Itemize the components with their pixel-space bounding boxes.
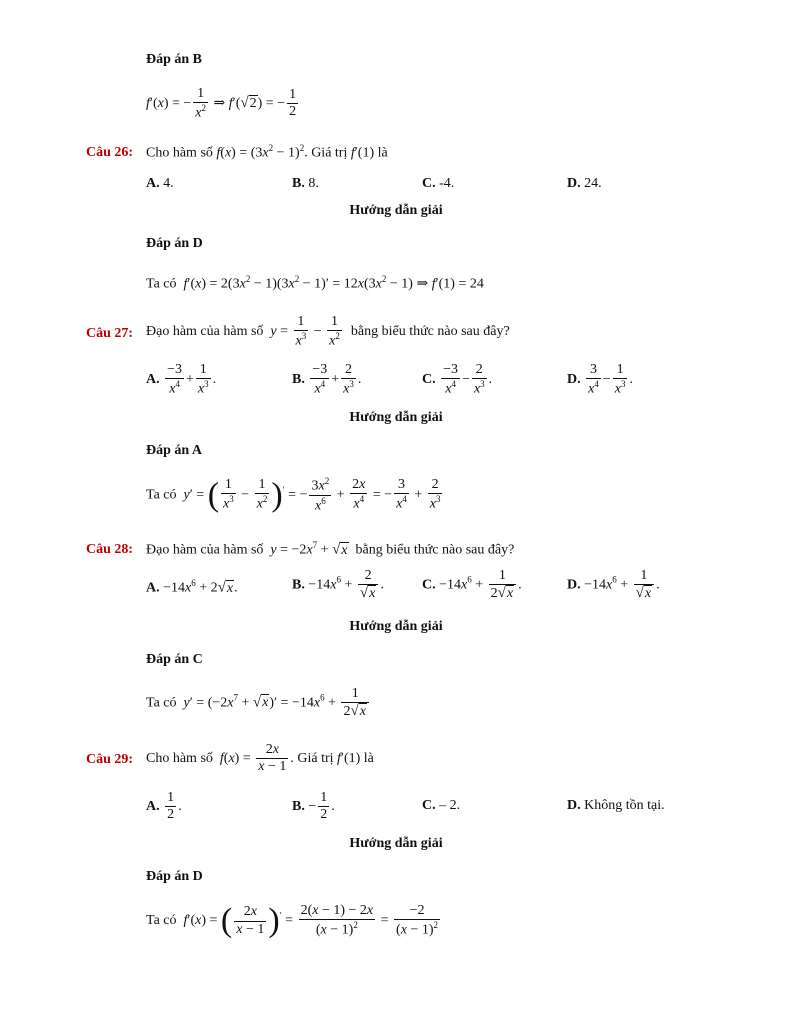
answer-label-25: Đáp án B [146,52,203,67]
option-b-28: B. $-14x^6$ + $\frac{2}{√x}$ . [292,568,384,602]
option-a-29: A. $\frac{1}{2}$ . [146,790,182,823]
option-c-27: C. $\frac{-3}{x^4}$ − $\frac{2}{x^3}$ . [422,362,493,397]
solution-formula-28: Ta có $y' = (-2x^7 + √x)' = -14x^6$ + $\frac{1}{2√x}$ [146,686,371,720]
question-text-27: Đạo hàm của hàm số y = $\frac{1}{x^3}$ − $\frac{1}{x^2}$ bằng biểu thức nào sau đây? [146,314,510,349]
solution-formula-27: Ta có y′ = ( $\frac{1}{x^3}$ − $\frac{1}{x^2}$ )′ = − $\frac{3x^2}{x^6}$ + $\frac{2x}{x^4}$ = − $\frac{3}{x^4}$ + $\frac{2}{x^3}$ [146,476,441,514]
solution-formula-26: Ta có $f'(x) = 2(3x^2 - 1)(3x^2 - 1)' = 12x(3x^2 - 1)$ ⇒ f′(1) = 24 [146,274,484,292]
option-b-26: B. 8. [292,176,319,191]
option-c-26: C. -4. [422,176,455,191]
question-text-28: Đạo hàm của hàm số $y = -2x^7 + √x$ bằng biểu thức nào sau đây? [146,540,515,558]
question-label-26: Câu 26: [86,145,134,160]
option-a-28: A. $-14x^6 + 2√x$. [146,578,238,596]
option-d-29: D. Không tồn tại. [567,798,665,813]
guide-heading-29: Hướng dẫn giải [349,836,443,851]
option-d-27: D. $\frac{3}{x^4}$ − $\frac{1}{x^3}$ . [567,362,633,397]
answer-label-26: Đáp án D [146,236,203,251]
guide-heading-26: Hướng dẫn giải [349,203,443,218]
solution-formula-25: f′(x) = − $\frac{1}{x^2}$ ⇒ f′(√2) = − $\frac{1}{2}$ [146,86,297,121]
solution-formula-29: Ta có f′(x) = ( $\frac{2x}{x - 1}$ )′ = $\frac{2(x - 1) - 2x}{(x - 1)^2}$ = $\frac{-2}{(x - 1)^2}$ [146,902,438,939]
option-a-27: A. $\frac{-3}{x^4}$ + $\frac{1}{x^3}$ . [146,362,217,397]
option-c-29: C. – 2. [422,798,461,813]
question-text-26: Cho hàm số $f(x) = (3x^2 - 1)^2$. Giá trị f′(1) là [146,143,388,161]
guide-heading-28: Hướng dẫn giải [349,619,443,634]
question-label-27: Câu 27: [86,326,134,341]
answer-label-27: Đáp án A [146,443,203,458]
answer-label-28: Đáp án C [146,652,203,667]
question-label-29: Câu 29: [86,752,134,767]
option-c-28: C. $-14x^6$ + $\frac{1}{2√x}$ . [422,568,522,602]
question-label-28: Câu 28: [86,542,134,557]
answer-label-29: Đáp án D [146,869,203,884]
option-d-26: D. 24. [567,176,602,191]
question-text-29: Cho hàm số f(x) = $\frac{2x}{x - 1}$ . Giá trị f′(1) là [146,742,374,775]
option-d-28: D. $-14x^6$ + $\frac{1}{√x}$ . [567,568,660,602]
option-b-27: B. $\frac{-3}{x^4}$ + $\frac{2}{x^3}$ . [292,362,362,397]
guide-heading-27: Hướng dẫn giải [349,410,443,425]
option-b-29: B. − $\frac{1}{2}$ . [292,790,335,823]
option-a-26: A. 4. [146,176,174,191]
